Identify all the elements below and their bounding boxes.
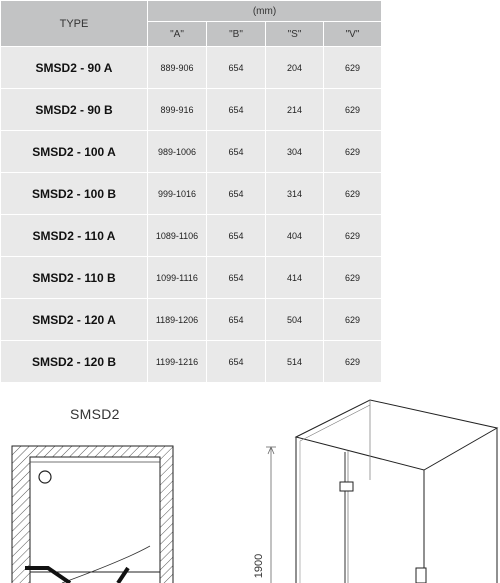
value-a-cell: 1089-1106 — [148, 215, 207, 257]
value-s-cell: 414 — [266, 257, 324, 299]
column-header-s: "S" — [266, 22, 324, 47]
type-cell: SMSD2 - 110 B — [1, 257, 148, 299]
type-cell: SMSD2 - 90 B — [1, 89, 148, 131]
value-v-cell: 629 — [324, 131, 382, 173]
value-b-cell: 654 — [207, 215, 266, 257]
value-s-cell: 214 — [266, 89, 324, 131]
drawing-title: SMSD2 — [70, 406, 120, 422]
height-label: 1900 — [253, 553, 265, 579]
value-b-cell: 654 — [207, 47, 266, 89]
value-b-cell: 654 — [207, 173, 266, 215]
type-cell: SMSD2 - 100 A — [1, 131, 148, 173]
value-b-cell: 654 — [207, 257, 266, 299]
value-a-cell: 889-906 — [148, 47, 207, 89]
value-s-cell: 204 — [266, 47, 324, 89]
value-b-cell: 654 — [207, 299, 266, 341]
door-handle-icon — [416, 568, 426, 583]
value-v-cell: 629 — [324, 89, 382, 131]
value-a-cell: 989-1006 — [148, 131, 207, 173]
type-cell: SMSD2 - 120 B — [1, 341, 148, 383]
value-a-cell: 899-916 — [148, 89, 207, 131]
value-b-cell: 654 — [207, 89, 266, 131]
type-cell: SMSD2 - 110 A — [1, 215, 148, 257]
value-s-cell: 514 — [266, 341, 324, 383]
type-cell: SMSD2 - 100 B — [1, 173, 148, 215]
value-a-cell: 999-1016 — [148, 173, 207, 215]
column-header-b: "B" — [207, 22, 266, 47]
value-s-cell: 404 — [266, 215, 324, 257]
type-header: TYPE — [1, 1, 148, 47]
value-s-cell: 314 — [266, 173, 324, 215]
value-b-cell: 654 — [207, 131, 266, 173]
door-hinge-icon — [340, 482, 353, 491]
value-a-cell: 1189-1206 — [148, 299, 207, 341]
type-cell: SMSD2 - 90 A — [1, 47, 148, 89]
value-v-cell: 629 — [324, 257, 382, 299]
value-v-cell: 629 — [324, 299, 382, 341]
value-v-cell: 629 — [324, 173, 382, 215]
value-v-cell: 629 — [324, 47, 382, 89]
column-header-a: "A" — [148, 22, 207, 47]
value-v-cell: 629 — [324, 341, 382, 383]
value-b-cell: 654 — [207, 341, 266, 383]
unit-header: (mm) — [148, 1, 382, 22]
top-frame — [296, 400, 497, 470]
value-a-cell: 1099-1116 — [148, 257, 207, 299]
value-a-cell: 1199-1216 — [148, 341, 207, 383]
column-header-v: "V" — [324, 22, 382, 47]
perspective-view-drawing — [266, 400, 497, 583]
value-s-cell: 304 — [266, 131, 324, 173]
drain-icon — [39, 471, 51, 483]
value-v-cell: 629 — [324, 215, 382, 257]
value-s-cell: 504 — [266, 299, 324, 341]
plan-view-drawing — [12, 446, 173, 583]
type-cell: SMSD2 - 120 A — [1, 299, 148, 341]
